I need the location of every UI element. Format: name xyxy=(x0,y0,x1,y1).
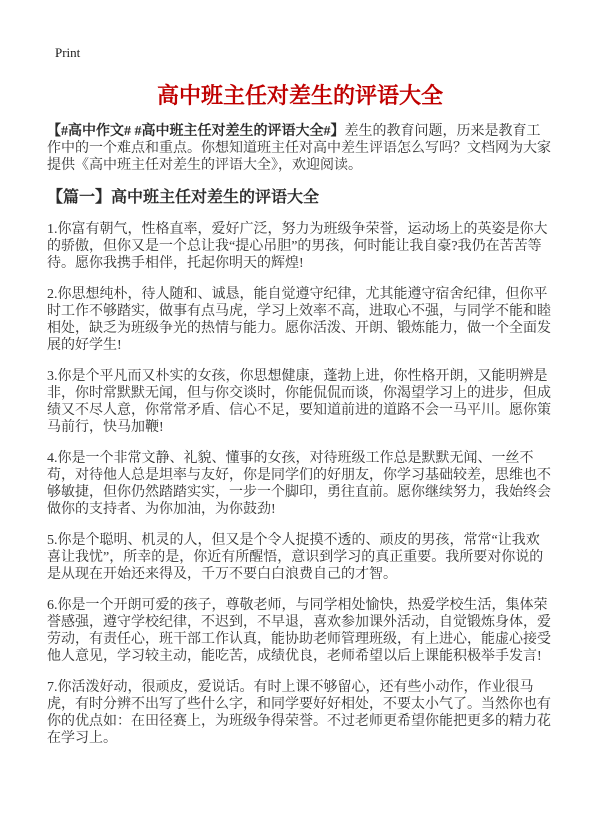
comment-paragraph-6: 6.你是一个开朗可爱的孩子，尊敬老师，与同学相处愉快，热爱学校生活，集体荣誉感强，遵守学校纪律，不迟到，不早退，喜欢参加课外活动，自觉锻炼身体，爱劳动，有责任心，班干部工作认真，能协助老师管理班级，有上进心，能虚心接受他人意见，学习较主动，能吃苦，成绩优良，老师希望以后上课能积极举手发言! xyxy=(47,598,551,664)
comment-paragraph-5: 5.你是个聪明、机灵的人，但又是个令人捉摸不透的、顽皮的男孩，常常“让我欢喜让我忧”，所幸的是，你近有所醒悟，意识到学习的真正重要。我所要对你说的是从现在开始还来得及，千万不要白白浪费自己的才智。 xyxy=(47,533,544,582)
intro-paragraph xyxy=(47,123,553,174)
page-title: 高中班主任对差生的评语大全 xyxy=(156,83,443,108)
comment-paragraph-7: 7.你活泼好动，很顽皮，爱说话。有时上课不够留心，还有些小动作，作业很马虎，有时分辨不出写了些什么字，和同学要好好相处，不要太小气了。当然你也有你的优点如：在田径赛上，为班级争得荣誉。不过老师更希望你能把更多的精力花在学习上。 xyxy=(47,680,551,746)
section-heading: 【篇一】高中班主任对差生的评语大全 xyxy=(47,189,320,206)
comment-paragraph-4: 4.你是一个非常文静、礼貌、懂事的女孩，对待班级工作总是默默无闻、一丝不苟，对待他人总是坦率与友好，你是同学们的好朋友，你学习基础较差，思维也不够敏捷，但你仍然踏踏实实，一步一个脚印，勇往直前。愿你继续努力，我始终会做你的支持者、为你加油，为你鼓劲! xyxy=(47,451,551,517)
comment-paragraph-3: 3.你是个平凡而又朴实的女孩，你思想健康，蓬勃上进，你性格开朗，又能明辨是非，你时常默默无闻，但与你交谈时，你能侃侃而谈，你渴望学习上的进步，但成绩又不尽人意，你常常矛盾、信心不足，要知道前进的道路不会一马平川。愿你策马前行，快马加鞭! xyxy=(47,369,551,435)
comment-paragraph-2: 2.你思想纯朴，待人随和、诚恳，能自觉遵守纪律，尤其能遵守宿舍纪律，但你平时工作不够踏实，做事有点马虎，学习上效率不高，进取心不强，与同学不能和睦相处，缺乏为班级争光的热情与能力。愿你活泼、开朗、锻炼能力，做一个全面发展的好学生! xyxy=(47,287,551,353)
print-button[interactable]: Print xyxy=(55,45,81,60)
comment-paragraph-1: 1.你富有朝气，性格直率，爱好广泛，努力为班级争荣誉，运动场上的英姿是你大的骄傲，但你又是一个总让我“提心吊胆”的男孩，何时能让我自豪?我仍在苦苦等待。愿你我携手相伴，托起你明天的辉煌! xyxy=(47,222,548,271)
intro-hashtags: 【#高中作文# #高中班主任对差生的评语大全#】 xyxy=(47,124,345,139)
intro-text: 差生的教育问题，历来是教育工作中的一个难点和重点。你想知道班主任对高中差生评语怎么写吗？文档网为大家提供《高中班主任对差生的评语大全》，欢迎阅读。 xyxy=(47,124,551,173)
